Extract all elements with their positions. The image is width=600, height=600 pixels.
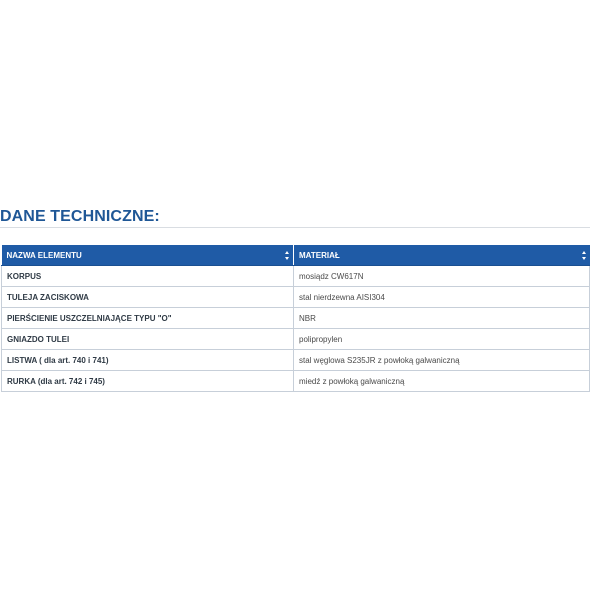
column-header-material-label: MATERIAŁ	[299, 250, 340, 260]
column-header-material[interactable]	[294, 245, 590, 266]
element-name-cell: GNIAZDO TULEI	[2, 329, 294, 350]
material-cell: polipropylen	[294, 329, 590, 350]
table-header-row	[2, 245, 590, 266]
column-header-name-label: NAZWA ELEMENTU	[6, 250, 82, 260]
table-row	[2, 287, 590, 308]
technical-data-table	[1, 245, 590, 392]
table-row	[2, 371, 590, 392]
table-row	[2, 266, 590, 287]
material-cell: stal nierdzewna AISI304	[294, 287, 590, 308]
element-name-cell: LISTWA ( dla art. 740 i 741)	[2, 350, 294, 371]
table-row	[2, 350, 590, 371]
element-name-cell: RURKA (dla art. 742 i 745)	[2, 371, 294, 392]
title-divider	[0, 227, 590, 228]
table-row	[2, 329, 590, 350]
material-cell: NBR	[294, 308, 590, 329]
table-row	[2, 308, 590, 329]
column-header-name[interactable]	[2, 245, 294, 266]
element-name-cell: KORPUS	[2, 266, 294, 287]
material-cell: miedź z powłoką galwaniczną	[294, 371, 590, 392]
material-cell: mosiądz CW617N	[294, 266, 590, 287]
sort-arrows-icon[interactable]	[582, 251, 587, 260]
material-cell: stal węglowa S235JR z powłoką galwaniczną	[294, 350, 590, 371]
element-name-cell: TULEJA ZACISKOWA	[2, 287, 294, 308]
sort-arrows-icon[interactable]	[285, 251, 290, 260]
element-name-cell: PIERŚCIENIE USZCZELNIAJĄCE TYPU "O"	[2, 308, 294, 329]
section-title: DANE TECHNICZNE:	[0, 208, 160, 225]
